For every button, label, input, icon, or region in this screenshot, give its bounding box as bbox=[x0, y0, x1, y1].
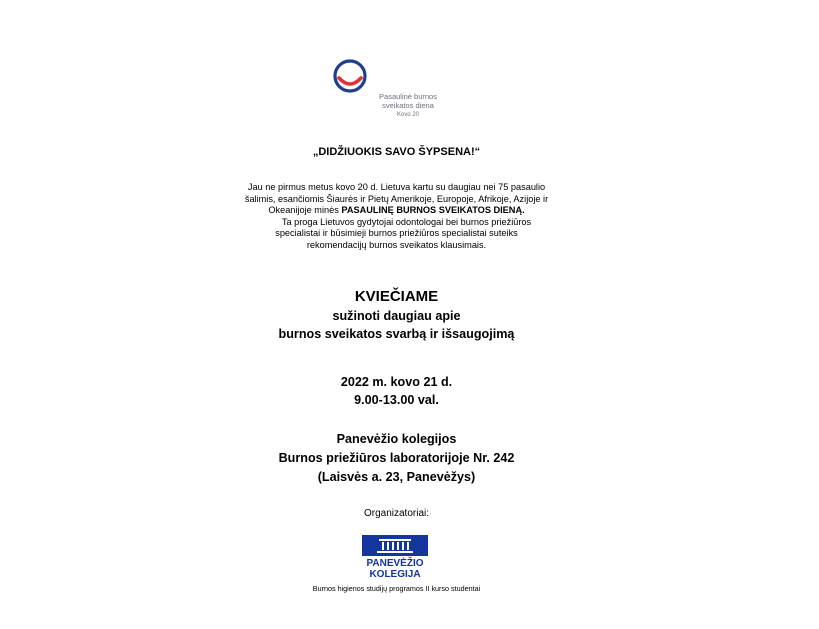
student-organizers: Burnos higienos studijų programos II kurso studentai bbox=[312, 584, 481, 593]
smile-circle-icon bbox=[330, 58, 370, 98]
intro-line-4: Ta proga Lietuvos gydytojai odontologai bei burnos priežiūros bbox=[281, 216, 532, 227]
intro-line-5: specialistai ir būsimieji burnos priežiūros specialistai suteiks bbox=[275, 228, 518, 239]
location-line-3: (Laisvės a. 23, Panevėžys) bbox=[317, 470, 476, 484]
event-date: 2022 m. kovo 21 d. bbox=[340, 375, 453, 389]
slogan: „DIDŽIUOKIS SAVO ŠYPSENA!“ bbox=[312, 146, 481, 158]
world-oral-health-day-logo bbox=[330, 58, 460, 128]
location-line-1: Panevėžio kolegijos bbox=[336, 432, 457, 446]
building-columns-icon bbox=[362, 535, 428, 556]
intro-line-3 bbox=[0, 205, 793, 217]
organizers-label: Organizatoriai: bbox=[363, 508, 430, 519]
intro-line-2: šalimis, esančiomis Šiaurės ir Pietų Amerikoje, Europoje, Afrikoje, Azijoje ir bbox=[244, 193, 549, 204]
kolegija-logo-box bbox=[362, 535, 428, 556]
logo-line-2: sveikatos diena bbox=[382, 101, 434, 110]
event-location bbox=[0, 430, 793, 487]
intro-line-1: Jau ne pirmus metus kovo 20 d. Lietuva kartu su daugiau nei 75 pasaulio bbox=[247, 182, 546, 192]
event-time: 9.00-13.00 val. bbox=[354, 393, 439, 407]
invite-title: KVIEČIAME bbox=[354, 288, 439, 305]
event-datetime bbox=[0, 373, 793, 409]
kolegija-name-2: KOLEGIJA bbox=[369, 569, 421, 580]
logo-line-1: Pasaulinė burnos bbox=[379, 92, 437, 101]
invite-line-1: sužinoti daugiau apie bbox=[332, 309, 461, 323]
invite-line-2: burnos sveikatos svarbą ir išsaugojimą bbox=[278, 327, 515, 341]
intro-line-3-prefix: Okeanijoje minės bbox=[268, 205, 342, 216]
intro-text bbox=[0, 182, 793, 252]
logo-line-3: Kovo 20 bbox=[396, 112, 420, 118]
invitation bbox=[0, 287, 793, 343]
kolegija-name-1: PANEVĖŽIO bbox=[366, 558, 424, 569]
location-line-2: Burnos priežiūros laboratorijoje Nr. 242 bbox=[278, 451, 515, 465]
intro-line-6: rekomendacijų burnos sveikatos klausimais. bbox=[306, 239, 487, 250]
event-name-bold: PASAULINĘ BURNOS SVEIKATOS DIENĄ. bbox=[341, 205, 525, 216]
panevezio-kolegija-logo bbox=[362, 535, 428, 583]
